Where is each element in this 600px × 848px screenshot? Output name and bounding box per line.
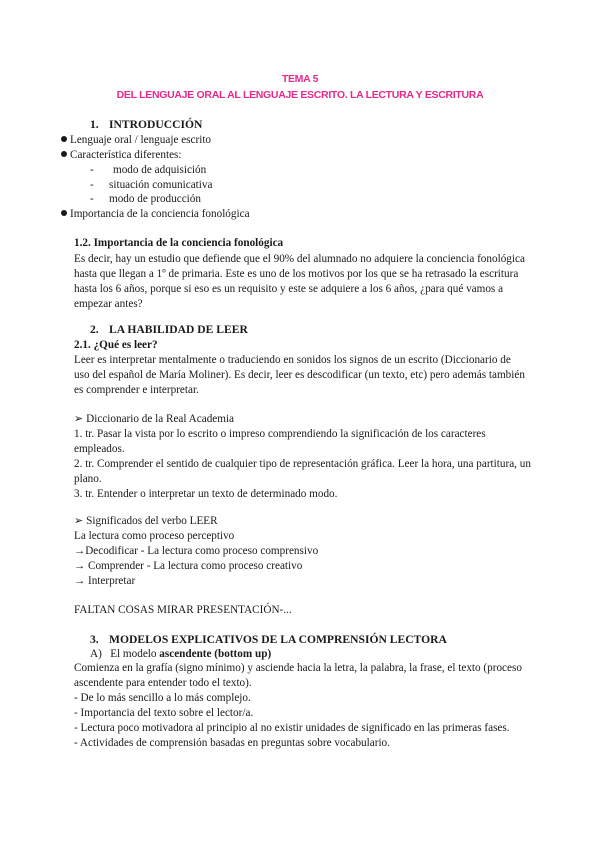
meaning-line: → Comprender - La lectura como proceso creativo bbox=[74, 560, 303, 572]
paragraph-line: Leer es interpretar mentalmente o traduciendo en sonidos los signos de un escrito (Diccionario de bbox=[74, 354, 511, 366]
paragraph-line: Es decir, hay un estudio que defiende que el 90% del alumnado no adquiere la conciencia fonológica bbox=[74, 253, 525, 265]
subsection-1-2-heading: 1.2. Importancia de la conciencia fonológica bbox=[74, 237, 284, 249]
section-2-heading: LA HABILIDAD DE LEER bbox=[109, 323, 248, 336]
bullet-item: Importancia de la conciencia fonológica bbox=[61, 207, 250, 222]
paragraph-line: ascendente para entender todo el texto). bbox=[74, 677, 252, 689]
section-3-heading: MODELOS EXPLICATIVOS DE LA COMPRENSIÓN LECTORA bbox=[109, 633, 447, 646]
paragraph-line: hasta que llegan a 1º de primaria. Este es uno de los motivos por los que se ha retrasado la escritura bbox=[74, 268, 519, 280]
meaning-line: → Interpretar bbox=[74, 575, 136, 587]
model-a-heading: A) El modelo ascendente (bottom up) bbox=[90, 648, 272, 660]
definition-line: 3. tr. Entender o interpretar un texto de determinado modo. bbox=[74, 488, 338, 500]
list-line: - Actividades de comprensión basadas en preguntas sobre vocabulario. bbox=[74, 737, 390, 749]
bullet-icon bbox=[61, 136, 67, 142]
meaning-line: La lectura como proceso perceptivo bbox=[74, 530, 235, 542]
list-line: - Lectura poco motivadora al principio al no existir unidades de significado en las primeras fases. bbox=[74, 722, 510, 734]
list-line: - De lo más sencillo a lo más complejo. bbox=[74, 692, 251, 704]
dash-item: modo de adquisición bbox=[113, 164, 207, 176]
definition-line: empleados. bbox=[74, 443, 125, 455]
bullet-item: Lenguaje oral / lenguaje escrito bbox=[61, 133, 211, 148]
section-1-heading: INTRODUCCIÓN bbox=[109, 118, 203, 131]
doc-title-topic: TEMA 5 bbox=[281, 73, 319, 85]
model-a-name: ascendente (bottom up) bbox=[159, 648, 272, 660]
paragraph-line: hasta los 6 años, porque si eso es un requisito y este se adquiere a los 6 años, ¿para qué vamos a bbox=[74, 283, 504, 295]
meanings-heading: ➢ Significados del verbo LEER bbox=[74, 515, 218, 527]
doc-title-main: DEL LENGUAJE ORAL AL LENGUAJE ESCRITO. LA LECTURA Y ESCRITURA bbox=[116, 89, 484, 101]
bullet-icon bbox=[61, 210, 67, 216]
dash-item: situación comunicativa bbox=[109, 179, 213, 191]
section-3-number: 3. bbox=[90, 633, 99, 646]
rae-heading: ➢ Diccionario de la Real Academia bbox=[74, 413, 235, 425]
paragraph-line: es comprender e interpretar. bbox=[74, 384, 199, 396]
definition-line: plano. bbox=[74, 473, 102, 485]
definition-line: 2. tr. Comprender el sentido de cualquier tipo de representación gráfica. Leer la hora, una partitura, un bbox=[74, 458, 531, 470]
subsection-2-1-heading: 2.1. ¿Qué es leer? bbox=[74, 339, 158, 351]
meaning-line: →Decodificar - La lectura como proceso comprensivo bbox=[74, 545, 319, 557]
bullet-item: Característica diferentes: bbox=[61, 148, 182, 163]
section-1-number: 1. bbox=[90, 118, 99, 131]
list-line: - Importancia del texto sobre el lector/a. bbox=[74, 707, 254, 719]
section-2-number: 2. bbox=[90, 323, 99, 336]
pending-note: FALTAN COSAS MIRAR PRESENTACIÓN-... bbox=[74, 604, 292, 616]
bullet-icon bbox=[61, 151, 67, 157]
dash-marker: - bbox=[90, 193, 94, 205]
definition-line: 1. tr. Pasar la vista por lo escrito o impreso comprendiendo la significación de los caracteres bbox=[74, 428, 486, 440]
dash-marker: - bbox=[90, 179, 94, 191]
dash-marker: - bbox=[90, 164, 94, 176]
paragraph-line: Comienza en la grafía (signo mínimo) y asciende hacia la letra, la palabra, la frase, el texto (proceso bbox=[74, 662, 522, 674]
paragraph-line: empezar antes? bbox=[74, 298, 143, 310]
dash-item: modo de producción bbox=[109, 193, 201, 205]
paragraph-line: uso del español de María Moliner). Es decir, leer es descodificar (un texto, etc) pero además también bbox=[74, 369, 525, 381]
